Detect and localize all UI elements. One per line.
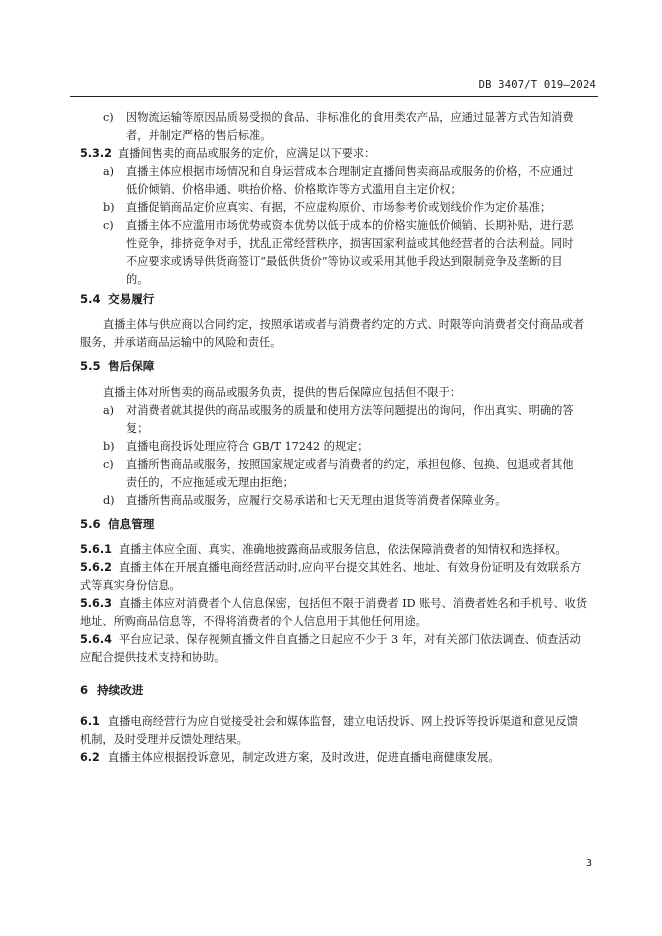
section-number: 5.6 <box>80 517 101 531</box>
list-marker: c) <box>103 111 114 124</box>
list-marker: b) <box>103 201 115 214</box>
section-title: 持续改进 <box>97 683 144 697</box>
list-marker: c) <box>103 219 114 232</box>
clause-text: 直播主体应对消费者个人信息保密，包括但不限于消费者 ID 账号、消费者姓名和手机号、收货 <box>119 597 588 610</box>
list-item-text: 直播所售商品或服务，应履行交易承诺和七天无理由退货等消费者保障业务。 <box>126 494 507 507</box>
list-item-text: 直播主体不应滥用市场优势或资本优势以低于成本的价格实施低价倾销、长期补贴，进行恶 <box>126 219 574 232</box>
clause-text: 直播间售卖的商品或服务的定价，应满足以下要求： <box>118 147 376 160</box>
list-marker: d) <box>103 494 115 507</box>
header-rule <box>70 96 598 97</box>
list-item-text: 复； <box>126 422 149 435</box>
section-title: 交易履行 <box>108 292 155 306</box>
list-marker: b) <box>103 440 115 453</box>
paragraph-text: 服务，并承诺商品运输中的风险和责任。 <box>80 336 282 349</box>
list-item-text: 直播电商投诉处理应符合 GB/T 17242 的规定； <box>126 440 369 453</box>
clause-number: 5.3.2 <box>80 147 112 160</box>
paragraph-text: 直播主体与供应商以合同约定，按照承诺或者与消费者约定的方式、时限等向消费者交付商品或者 <box>103 318 585 331</box>
list-item-text: 不应要求或诱导供货商签订“最低供货价”等协议或采用其他手段达到限制竞争及垄断的目 <box>126 255 563 268</box>
clause-number: 5.6.1 <box>80 543 112 556</box>
clause-text: 地址、所购商品信息等，不得将消费者的个人信息用于其他任何用途。 <box>80 615 427 628</box>
section-title: 信息管理 <box>108 517 155 531</box>
clause-number: 5.6.3 <box>80 597 112 610</box>
list-marker: c) <box>103 458 114 471</box>
clause-number: 6.2 <box>80 751 100 764</box>
clause-text: 直播电商经营行为应自觉接受社会和媒体监督，建立电话投诉、网上投诉等投诉渠道和意见反馈 <box>108 715 578 728</box>
clause-text: 直播主体应根据投诉意见，制定改进方案，及时改进，促进直播电商健康发展。 <box>108 751 500 764</box>
page-number: 3 <box>585 858 592 869</box>
paragraph-text: 直播主体对所售卖的商品或服务负责，提供的售后保障应包括但不限于： <box>103 386 462 399</box>
list-item-text: 性竞争，排挤竞争对手，扰乱正常经营秩序，损害国家利益或其他经营者的合法利益。同时 <box>126 237 574 250</box>
section-title: 售后保障 <box>108 359 155 373</box>
list-item-text: 的。 <box>126 273 149 286</box>
list-item-text: 直播主体应根据市场情况和自身运营成本合理制定直播间售卖商品或服务的价格，不应通过 <box>126 165 574 178</box>
list-item-text: 直播促销商品定价应真实、有据，不应虚构原价、市场参考价或划线价作为定价基准； <box>126 201 552 214</box>
list-marker: a) <box>103 165 115 178</box>
clause-text: 机制，及时受理并反馈处理结果。 <box>80 733 248 746</box>
clause-text: 式等真实身份信息。 <box>80 579 181 592</box>
list-item-text: 者，并制定严格的售后标准。 <box>126 129 272 142</box>
clause-number: 5.6.4 <box>80 633 112 646</box>
clause-number: 6.1 <box>80 715 100 728</box>
list-marker: a) <box>103 404 115 417</box>
section-number: 5.5 <box>80 359 101 373</box>
list-item-text: 对消费者就其提供的商品或服务的质量和使用方法等问题提出的询问，作出真实、明确的答 <box>126 404 574 417</box>
clause-text: 直播主体在开展直播电商经营活动时,应向平台提交其姓名、地址、有效身份证明及有效联系方 <box>119 561 582 574</box>
list-item-text: 直播所售商品或服务，按照国家规定或者与消费者的约定，承担包修、包换、包退或者其他 <box>126 458 574 471</box>
section-number: 6 <box>80 683 89 697</box>
list-item-text: 因物流运输等原因品质易受损的食品、非标准化的食用类农产品，应通过显著方式告知消费 <box>126 111 574 124</box>
clause-text: 直播主体应全面、真实、准确地披露商品或服务信息，依法保障消费者的知情权和选择权。 <box>119 543 567 556</box>
section-number: 5.4 <box>80 292 101 306</box>
list-item-text: 责任的，不应拖延或无理由拒绝； <box>126 476 294 489</box>
document-code: DB 3407/T 019—2024 <box>478 79 596 91</box>
clause-number: 5.6.2 <box>80 561 112 574</box>
clause-text: 平台应记录、保存视频直播文件自直播之日起应不少于 3 年，对有关部门依法调查、侦查活动 <box>119 633 581 646</box>
clause-text: 应配合提供技术支持和协助。 <box>80 651 226 664</box>
list-item-text: 低价倾销、价格串通、哄抬价格、价格欺诈等方式滥用自主定价权； <box>126 183 462 196</box>
